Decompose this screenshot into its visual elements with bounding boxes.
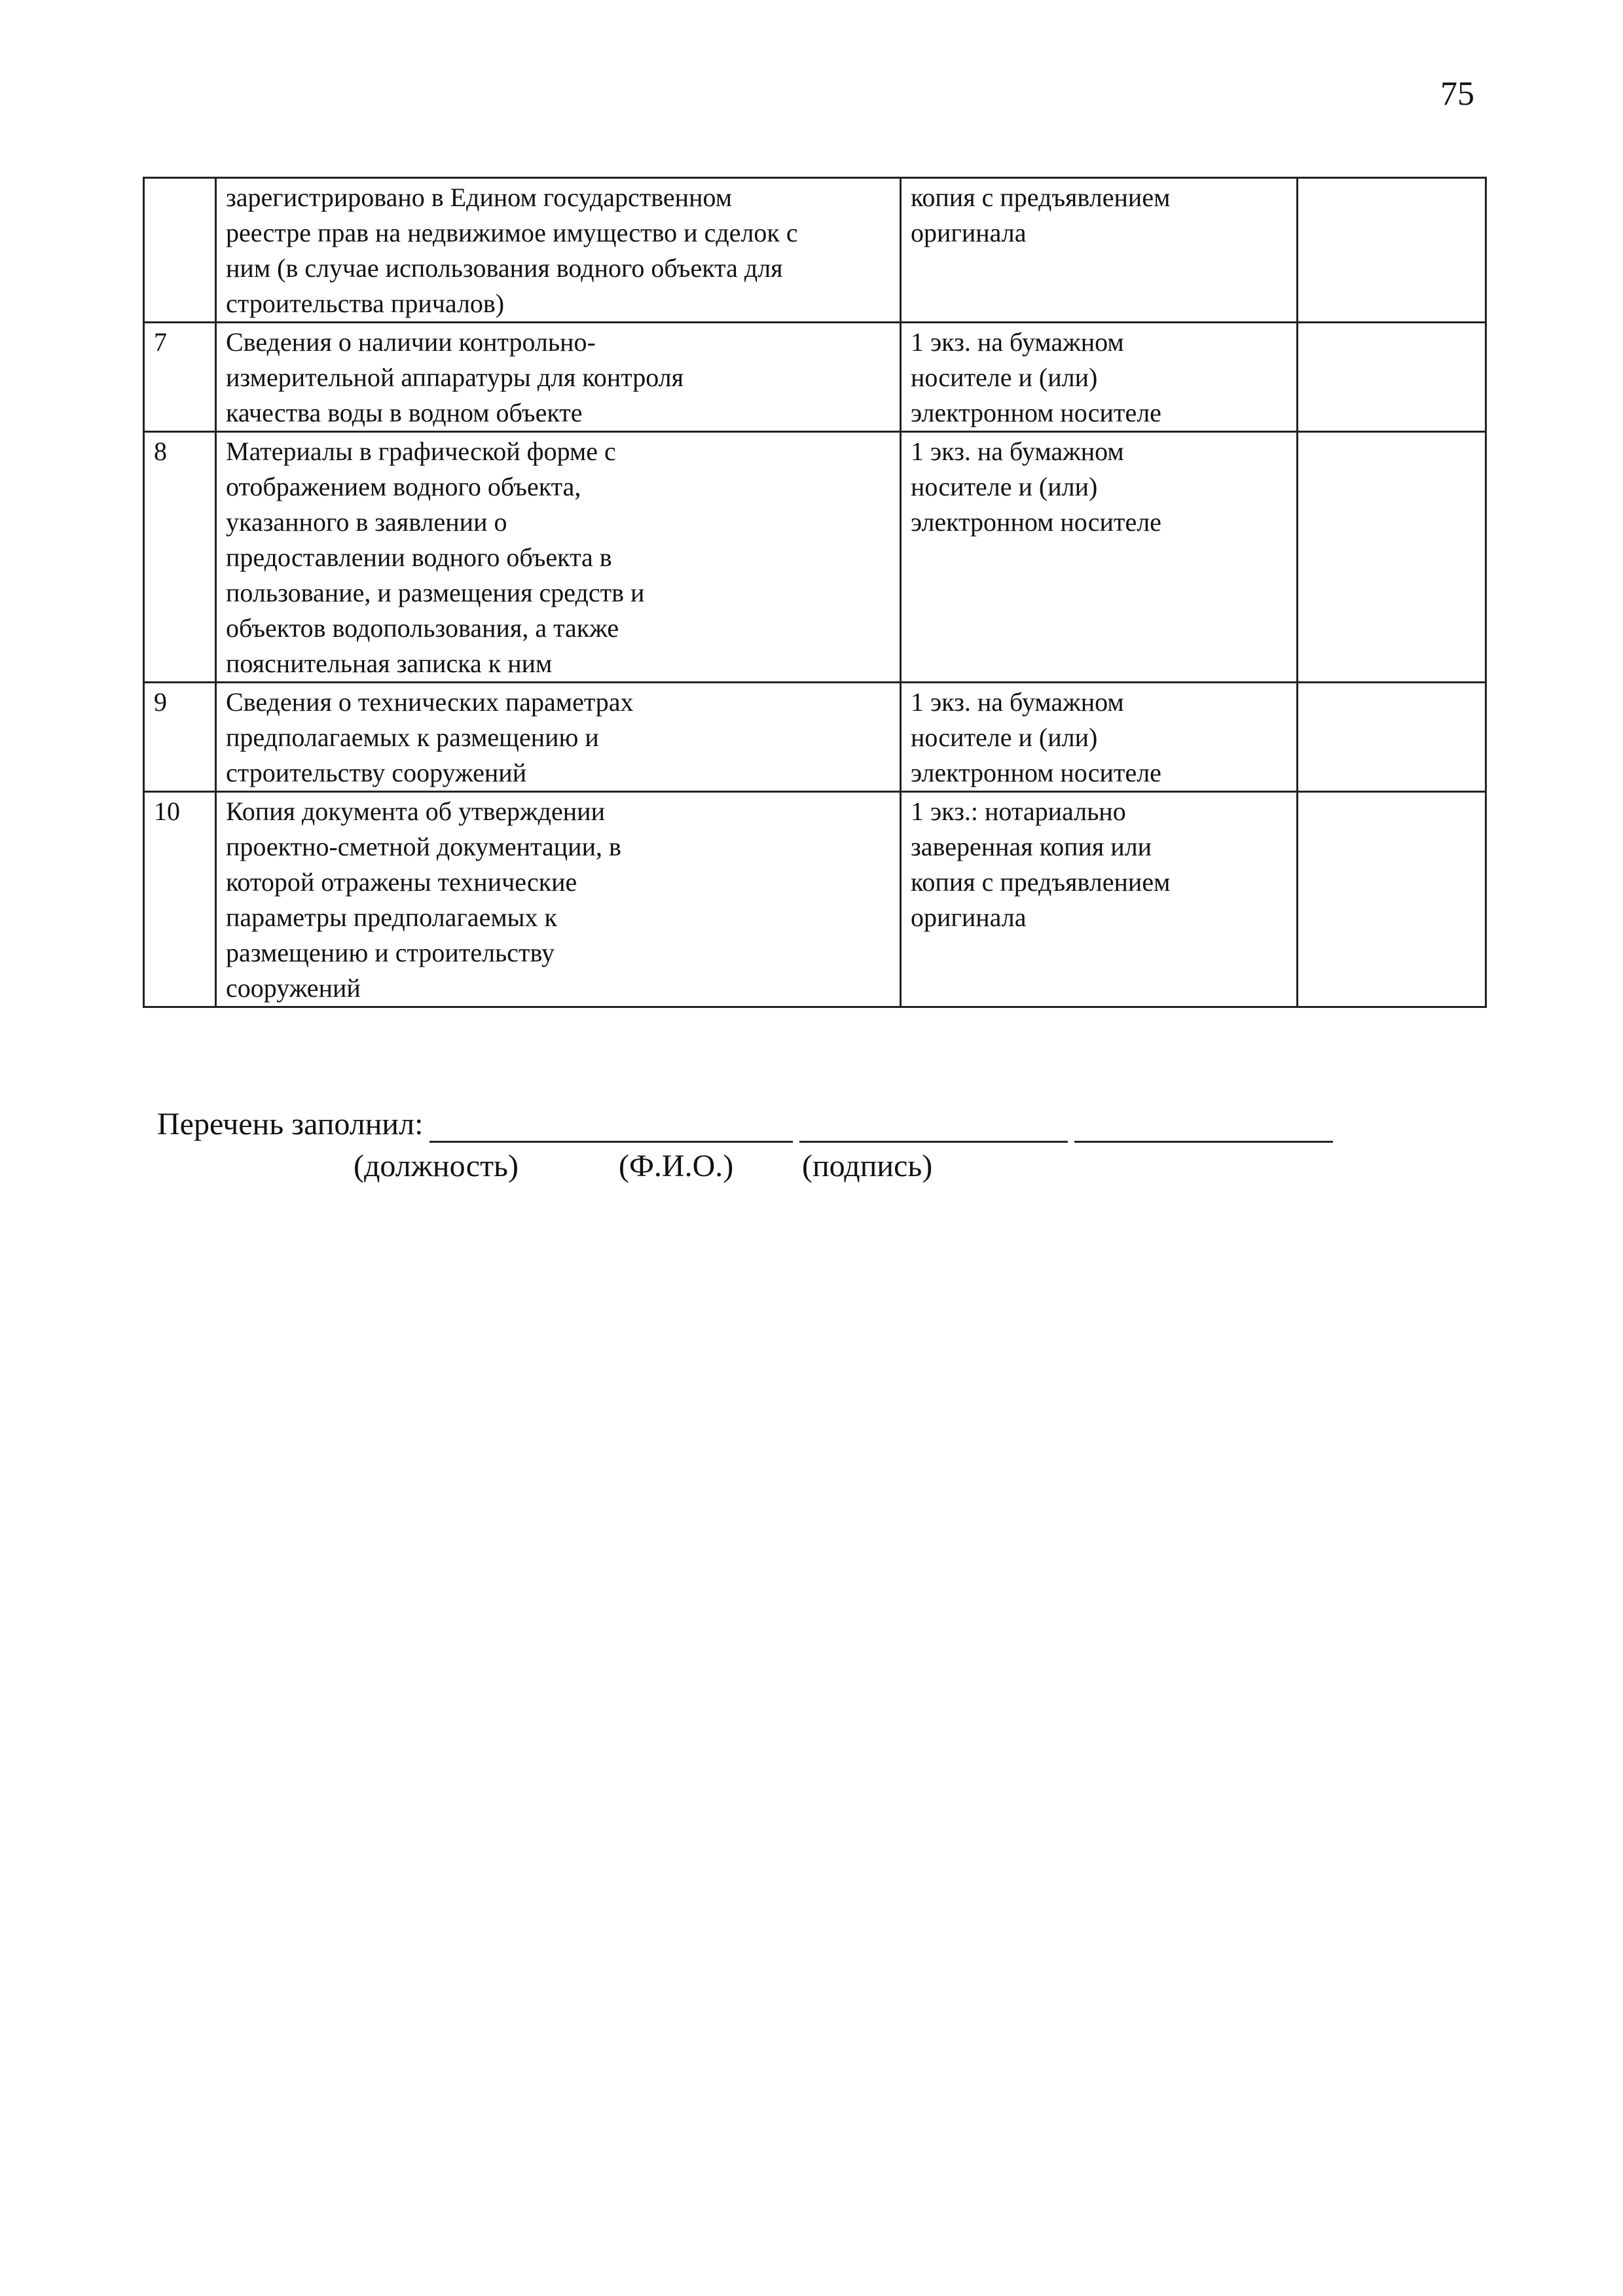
document-name-line: объектов водопользования, а также — [226, 613, 619, 643]
row-number: 8 — [144, 432, 216, 683]
document-form-line: копия с предъявлением — [911, 183, 1171, 212]
document-name-line: размещению и строительству — [226, 938, 555, 967]
document-form — [901, 323, 1298, 432]
document-name-line: пользование, и размещения средств и — [226, 578, 645, 607]
page-number: 75 — [1440, 75, 1474, 113]
signature-block — [157, 1106, 1333, 1187]
document-form-line: электронном носителе — [911, 758, 1161, 787]
table-row — [144, 178, 1486, 323]
document-name — [216, 683, 901, 792]
document-name-line: предоставлении водного объекта в — [226, 543, 612, 572]
row-number: 7 — [144, 323, 216, 432]
document-form-line: носителе и (или) — [911, 363, 1098, 392]
document-form-line: 1 экз.: нотариально — [911, 797, 1126, 826]
document-name-line: предполагаемых к размещению и — [226, 723, 599, 752]
signature-label: Перечень заполнил: — [157, 1107, 424, 1141]
document-form — [901, 792, 1298, 1007]
mark-cell — [1298, 792, 1486, 1007]
table-row — [144, 792, 1486, 1007]
document-name-line: сооружений — [226, 973, 361, 1003]
position-line — [429, 1108, 793, 1143]
document-form-line: носителе и (или) — [911, 723, 1098, 752]
row-number: 10 — [144, 792, 216, 1007]
document-form-line: электронном носителе — [911, 507, 1161, 537]
name-caption: (Ф.И.О.) — [619, 1149, 734, 1183]
row-number — [144, 178, 216, 323]
row-number: 9 — [144, 683, 216, 792]
mark-cell — [1298, 432, 1486, 683]
table-row — [144, 683, 1486, 792]
mark-cell — [1298, 178, 1486, 323]
document-form-line: 1 экз. на бумажном — [911, 687, 1124, 717]
document-name-line: строительству сооружений — [226, 758, 527, 787]
position-caption: (должность) — [354, 1149, 519, 1183]
document-name-line: Копия документа об утверждении — [226, 797, 605, 826]
document-name-line: проектно-сметной документации, в — [226, 832, 621, 861]
table-row — [144, 432, 1486, 683]
document-name-line: Материалы в графической форме с — [226, 437, 616, 466]
document-name-line: которой отражены технические — [226, 867, 577, 897]
document-name — [216, 323, 901, 432]
document-name — [216, 432, 901, 683]
document-name-line: ним (в случае использования водного объекта для — [226, 253, 783, 283]
document-form — [901, 432, 1298, 683]
document-form-line: оригинала — [911, 218, 1027, 247]
document-name — [216, 792, 901, 1007]
mark-cell — [1298, 323, 1486, 432]
document-form-line: копия с предъявлением — [911, 867, 1171, 897]
document-form-line: 1 экз. на бумажном — [911, 327, 1124, 357]
document-name-line: измерительной аппаратуры для контроля — [226, 363, 684, 392]
document-name-line: отображением водного объекта, — [226, 472, 581, 501]
document-form-line: заверенная копия или — [911, 832, 1152, 861]
sign-caption: (подпись) — [802, 1149, 933, 1183]
document-name-line: зарегистрировано в Едином государственном — [226, 183, 733, 212]
signature-line — [1074, 1108, 1333, 1143]
document-name-line: пояснительная записка к ним — [226, 649, 553, 678]
document-name-line: качества воды в водном объекте — [226, 398, 583, 427]
document-form — [901, 178, 1298, 323]
mark-cell — [1298, 683, 1486, 792]
document-name — [216, 178, 901, 323]
document-form-line: оригинала — [911, 903, 1027, 932]
document-name-line: Сведения о технических параметрах — [226, 687, 634, 717]
name-line — [799, 1108, 1068, 1143]
documents-table — [143, 177, 1487, 1008]
document-form — [901, 683, 1298, 792]
document-name-line: Сведения о наличии контрольно- — [226, 327, 596, 357]
document-form-line: носителе и (или) — [911, 472, 1098, 501]
table-row — [144, 323, 1486, 432]
document-form-line: электронном носителе — [911, 398, 1161, 427]
document-name-line: реестре прав на недвижимое имущество и сделок с — [226, 218, 798, 247]
document-name-line: параметры предполагаемых к — [226, 903, 557, 932]
document-form-line: 1 экз. на бумажном — [911, 437, 1124, 466]
document-name-line: указанного в заявлении о — [226, 507, 507, 537]
document-name-line: строительства причалов) — [226, 289, 505, 318]
